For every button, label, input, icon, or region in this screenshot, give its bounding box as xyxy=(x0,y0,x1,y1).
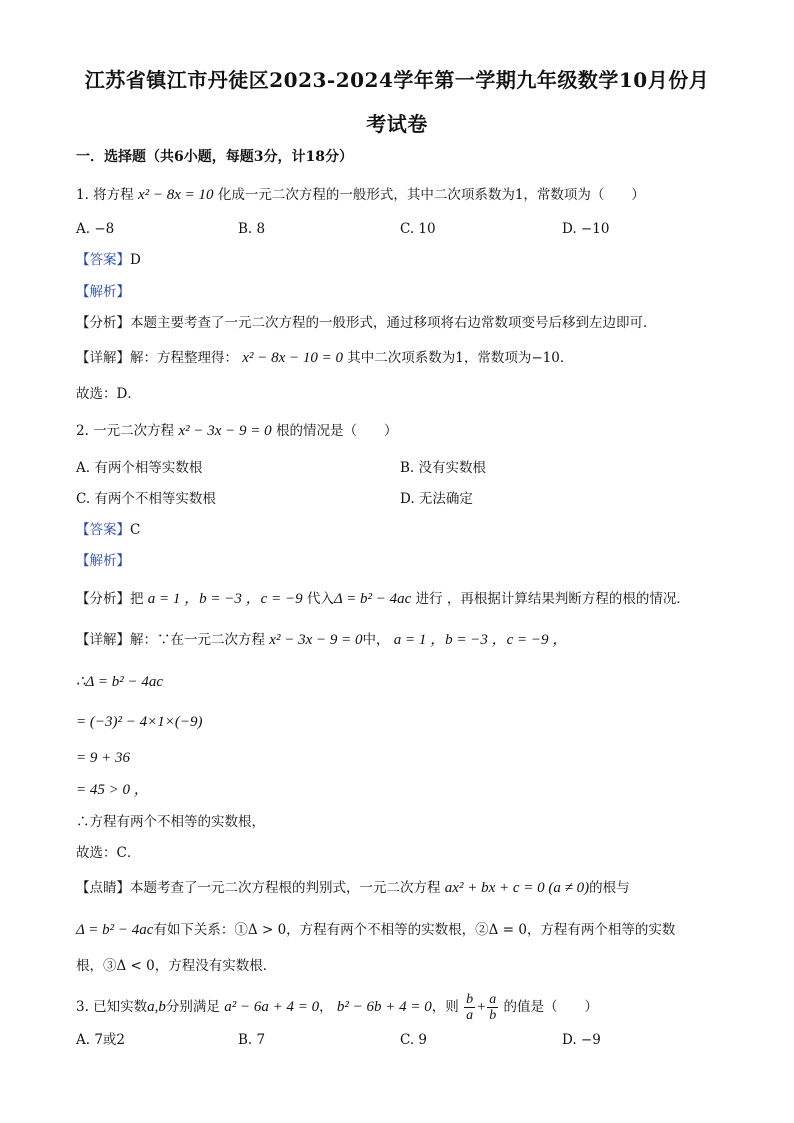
q2-step-4: = 45 > 0 ， xyxy=(76,782,149,798)
q1-option-a: A. −8 xyxy=(76,221,115,237)
q2-equation: x² − 3x − 9 = 0 xyxy=(178,423,272,439)
q2-comment-line3: 根，③Δ < 0，方程没有实数根． xyxy=(76,958,277,974)
q2-choice: 故选：C． xyxy=(76,845,141,861)
question-3: 3. 已知实数a,b分别满足 a² − 6a + 4 = 0， b² − 6b + 4 = 0，则 $\frac{b}{a}$ + $\frac{a}{b}$ 的值是（ ） xyxy=(76,992,598,1023)
answer-tag: 【答案】 xyxy=(76,522,130,538)
q1-fenxi: 【分析】本题主要考查了一元二次方程的一般形式，通过移项将右边常数项变号后移到左边即可． xyxy=(76,315,657,331)
q2-detail: 【详解】解：∵在一元二次方程 x² − 3x − 9 = 0中， a = 1 ，b = −3 ，c = −9 ， xyxy=(76,632,568,648)
q2-step-1: ∴Δ = b² − 4ac xyxy=(76,674,163,690)
q2-option-a: A. 有两个相等实数根 xyxy=(76,460,203,476)
q1-option-d: D. −10 xyxy=(562,221,610,237)
q3-option-c: C. 9 xyxy=(400,1032,428,1048)
q2-step-3: = 9 + 36 xyxy=(76,750,130,766)
q2-option-d: D. 无法确定 xyxy=(400,491,473,507)
q2-option-b: B. 没有实数根 xyxy=(400,460,487,476)
q1-option-c: C. 10 xyxy=(400,221,436,237)
q1-analysis-tag: 【解析】 xyxy=(76,284,130,300)
q1-equation: x² − 8x = 10 xyxy=(137,187,214,203)
question-1: 1. 将方程 x² − 8x = 10 化成一元二次方程的一般形式，其中二次项系数为1，常数项为（ ） xyxy=(76,187,645,203)
q1-option-b: B. 8 xyxy=(238,221,266,237)
q3-option-a: A. 7或2 xyxy=(76,1032,126,1048)
q1-detail: 【详解】解：方程整理得： x² − 8x − 10 = 0 其中二次项系数为1，常数项为−10． xyxy=(76,350,574,366)
q2-answer: 【答案】C xyxy=(76,522,141,538)
q2-option-c: C. 有两个不相等实数根 xyxy=(76,491,216,507)
exam-title-line1: 江苏省镇江市丹徒区2023-2024学年第一学期九年级数学10月份月 xyxy=(84,68,710,92)
q2-fenxi: 【分析】把 a = 1 ，b = −3 ，c = −9 代入Δ = b² − 4ac 进行 ，再根据计算结果判断方程的根的情况． xyxy=(76,591,690,607)
q3-fraction-a-over-b: $\frac{a}{b}$ xyxy=(489,992,497,1023)
q1-choice: 故选：D． xyxy=(76,386,141,402)
question-2: 2. 一元二次方程 x² − 3x − 9 = 0 根的情况是（ ） xyxy=(76,423,398,439)
q1-detail-equation: x² − 8x − 10 = 0 xyxy=(242,350,343,366)
q2-step-2: = (−3)² − 4×1×(−9) xyxy=(76,714,203,730)
q2-comment-line1: 【点睛】本题考查了一元二次方程根的判别式，一元二次方程 ax² + bx + c = 0 (a ≠ 0)的根与 xyxy=(76,880,630,896)
q2-conclusion: ∴方程有两个不相等的实数根， xyxy=(76,814,265,830)
q2-analysis-tag: 【解析】 xyxy=(76,553,130,569)
section-heading: 一．选择题（共6小题，每题3分，计18分） xyxy=(76,149,353,165)
q3-fraction-b-over-a: $\frac{b}{a}$ xyxy=(466,992,474,1023)
q1-answer: 【答案】D xyxy=(76,252,141,268)
answer-tag: 【答案】 xyxy=(76,252,130,268)
q3-option-d: D. −9 xyxy=(562,1032,601,1048)
q2-comment-line2: Δ = b² − 4ac有如下关系：①Δ > 0，方程有两个不相等的实数根，②Δ = 0，方程有两个相等的实数 xyxy=(76,922,676,938)
q3-option-b: B. 7 xyxy=(238,1032,266,1048)
exam-title-line2: 考试卷 xyxy=(366,112,428,136)
